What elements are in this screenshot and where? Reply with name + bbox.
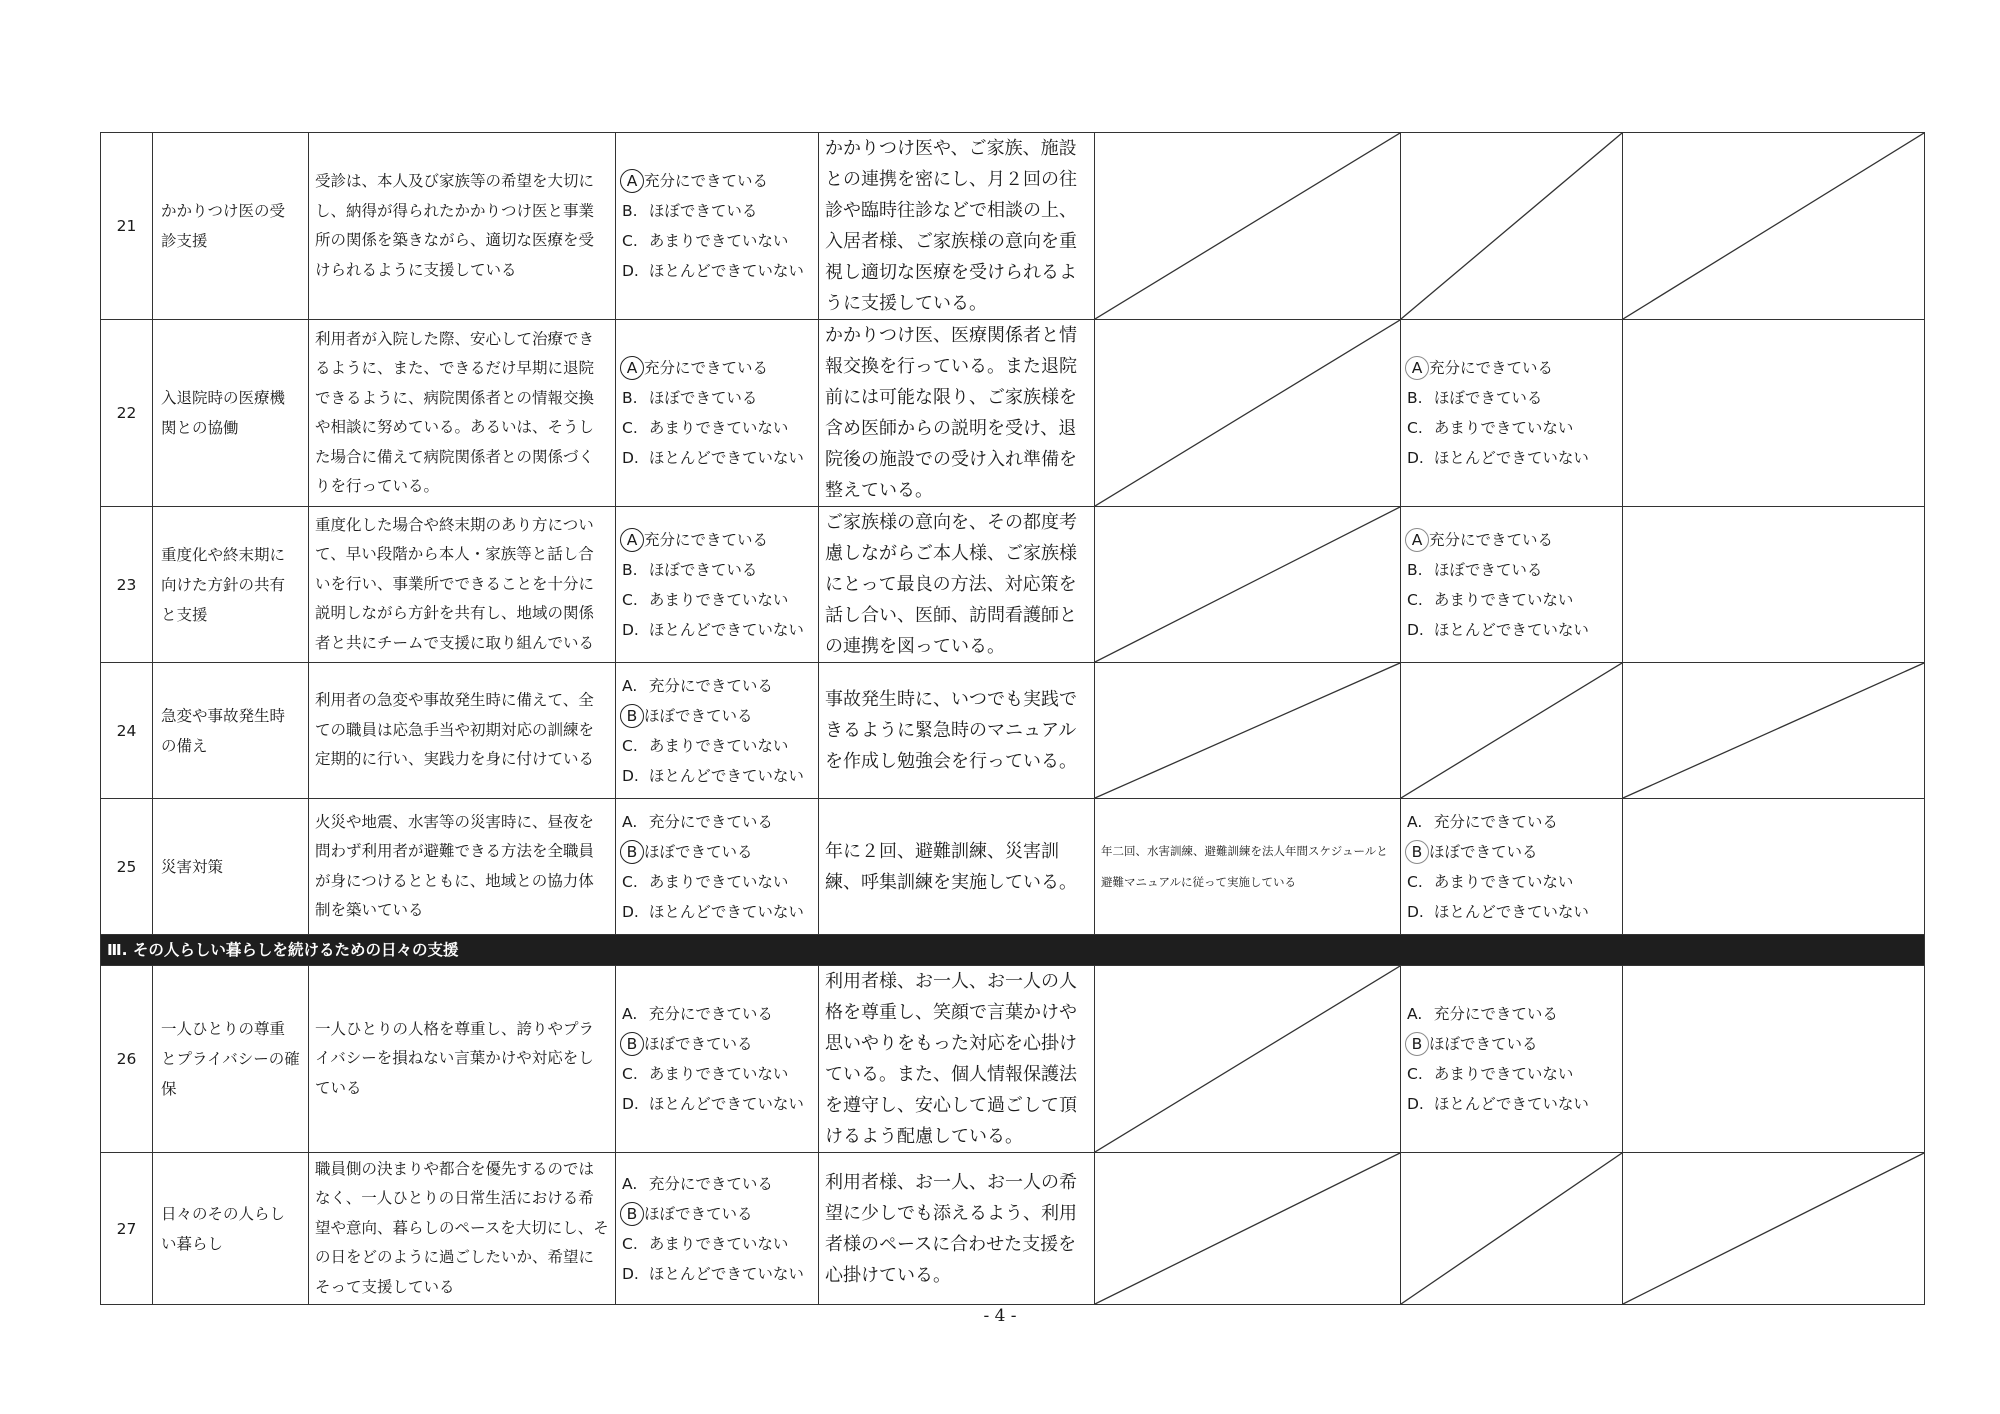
option-c <box>622 226 812 256</box>
item-title: 急変や事故発生時の備え <box>153 663 309 799</box>
option-letter: D. <box>622 620 639 639</box>
option-letter: C. <box>1407 872 1423 891</box>
option-letter: A. <box>622 812 638 831</box>
option-label: 充分にできている <box>644 676 773 695</box>
option-letter: C. <box>1407 419 1423 437</box>
option-label: ほぼできている <box>644 389 758 407</box>
item-title: 入退院時の医療機関との協働 <box>153 320 309 507</box>
option-letter: D. <box>622 902 639 921</box>
option-b <box>622 701 812 731</box>
option-d <box>622 761 812 791</box>
option-letter: A. <box>622 1174 638 1193</box>
item-description: 重度化した場合や終末期のあり方について、早い段階から本人・家族等と話し合いを行い、事業所でできることを十分に説明しながら方針を共有し、地域の関係者と共にチームで支援に取り組んでいる <box>309 507 616 663</box>
option-letter: C. <box>622 232 638 250</box>
selected-marker: A <box>1405 528 1429 552</box>
selected-marker: B <box>620 704 644 728</box>
next-step-cell <box>1623 133 1925 320</box>
external-eval-options <box>1401 1153 1623 1305</box>
diagonal-strike <box>1095 507 1400 662</box>
table-row <box>101 320 1925 507</box>
option-a <box>622 166 812 196</box>
selected-marker: B <box>1405 840 1429 864</box>
external-eval-options <box>1401 663 1623 799</box>
option-d <box>622 1089 812 1119</box>
item-description: 利用者が入院した際、安心して治療できるように、また、できるだけ早期に退院できるように、病院関係者との情報交換や相談に努めている。あるいは、そうした場合に備えて病院関係者との関係づくりを行っている。 <box>309 320 616 507</box>
option-label: ほとんどできていない <box>644 262 804 280</box>
row-number: 23 <box>101 507 153 663</box>
self-eval-options <box>616 507 819 663</box>
option-label: ほとんどできていない <box>1429 449 1589 467</box>
item-description: 一人ひとりの人格を尊重し、誇りやプライバシーを損ねない言葉かけや対応をしている <box>309 966 616 1153</box>
option-letter: D. <box>622 1264 639 1283</box>
item-description: 利用者の急変や事故発生時に備えて、全ての職員は応急手当や初期対応の訓練を定期的に行い、実践力を身に付けている <box>309 663 616 799</box>
item-description: 職員側の決まりや都合を優先するのではなく、一人ひとりの日常生活における希望や意向、暮らしのペースを大切にし、その日をどのように過ごしたいか、希望にそって支援している <box>309 1153 616 1305</box>
section-header: Ⅲ. その人らしい暮らしを続けるための日々の支援 <box>101 935 1925 966</box>
option-label: あまりできていない <box>644 1065 789 1083</box>
option-letter: C. <box>622 419 638 437</box>
diagonal-strike <box>1095 966 1400 1152</box>
option-label: 充分にできている <box>644 812 773 831</box>
table-row <box>101 133 1925 320</box>
option-label: あまりできていない <box>644 419 789 437</box>
next-step-cell <box>1623 799 1925 935</box>
option-letter: D. <box>1407 620 1424 639</box>
external-eval-options <box>1401 966 1623 1153</box>
option-letter: C. <box>622 590 638 609</box>
option-d <box>1407 443 1616 473</box>
option-label: ほぼできている <box>644 842 753 861</box>
option-label: ほとんどできていない <box>644 449 804 467</box>
item-title: かかりつけ医の受診支援 <box>153 133 309 320</box>
item-title: 日々のその人らしい暮らし <box>153 1153 309 1305</box>
external-eval-options <box>1401 799 1623 935</box>
next-step-cell <box>1623 1153 1925 1305</box>
option-label: あまりできていない <box>644 1234 789 1253</box>
option-letter: D. <box>622 449 639 467</box>
option-letter: C. <box>1407 590 1423 609</box>
row-number: 25 <box>101 799 153 935</box>
option-label: 充分にできている <box>1429 812 1558 831</box>
table-row <box>101 507 1925 663</box>
option-label: ほぼできている <box>1429 1035 1538 1053</box>
option-letter: A. <box>622 1005 638 1023</box>
external-eval-note <box>1095 133 1401 320</box>
option-letter: D. <box>622 1095 639 1113</box>
option-letter: B. <box>622 202 638 220</box>
option-label: あまりできていない <box>1429 590 1574 609</box>
table-row <box>101 663 1925 799</box>
diagonal-strike <box>1095 663 1400 798</box>
option-c <box>622 867 812 897</box>
option-label: ほとんどできていない <box>644 1095 804 1113</box>
external-eval-options <box>1401 507 1623 663</box>
self-eval-options <box>616 320 819 507</box>
option-label: あまりできていない <box>1429 872 1574 891</box>
option-d <box>622 256 812 286</box>
option-label: あまりできていない <box>1429 1065 1574 1083</box>
option-label: 充分にできている <box>644 359 769 377</box>
practice-status: 年に２回、避難訓練、災害訓練、呼集訓練を実施している。 <box>819 799 1095 935</box>
table-row <box>101 799 1925 935</box>
option-c <box>1407 1059 1616 1089</box>
option-d <box>622 897 812 927</box>
selected-marker: B <box>1405 1032 1429 1056</box>
option-label: ほぼできている <box>644 1035 753 1053</box>
practice-status: かかりつけ医、医療関係者と情報交換を行っている。また退院前には可能な限り、ご家族様を含め医師からの説明を受け、退院後の施設での受け入れ準備を整えている。 <box>819 320 1095 507</box>
selected-marker: A <box>620 356 644 380</box>
diagonal-strike <box>1623 1153 1924 1304</box>
option-b <box>622 837 812 867</box>
option-b <box>622 383 812 413</box>
option-c <box>622 1229 812 1259</box>
option-a <box>622 1169 812 1199</box>
next-step-cell <box>1623 320 1925 507</box>
option-b <box>1407 1029 1616 1059</box>
option-a <box>1407 999 1616 1029</box>
option-label: ほとんどできていない <box>644 766 804 785</box>
selected-marker: B <box>620 1202 644 1226</box>
row-number: 24 <box>101 663 153 799</box>
option-letter: A. <box>1407 812 1423 831</box>
diagonal-strike <box>1401 663 1622 798</box>
option-letter: B. <box>622 389 638 407</box>
selected-marker: B <box>620 840 644 864</box>
option-label: 充分にできている <box>1429 1005 1558 1023</box>
option-letter: C. <box>622 1234 638 1253</box>
external-eval-note <box>1095 320 1401 507</box>
option-letter: D. <box>1407 449 1424 467</box>
row-number: 26 <box>101 966 153 1153</box>
practice-status: 事故発生時に、いつでも実践できるように緊急時のマニュアルを作成し勉強会を行っている。 <box>819 663 1095 799</box>
option-a <box>1407 807 1616 837</box>
option-b <box>1407 383 1616 413</box>
option-letter: C. <box>1407 1065 1423 1083</box>
option-d <box>1407 1089 1616 1119</box>
option-b <box>1407 837 1616 867</box>
row-number: 27 <box>101 1153 153 1305</box>
option-letter: B. <box>1407 560 1423 579</box>
option-label: ほとんどできていない <box>1429 620 1589 639</box>
table-row <box>101 1153 1925 1305</box>
option-c <box>1407 413 1616 443</box>
option-label: あまりできていない <box>644 590 789 609</box>
self-eval-options <box>616 966 819 1153</box>
option-label: 充分にできている <box>644 530 769 549</box>
next-step-cell <box>1623 507 1925 663</box>
option-b <box>622 555 812 585</box>
option-label: ほとんどできていない <box>1429 902 1589 921</box>
option-label: 充分にできている <box>1429 530 1554 549</box>
option-letter: D. <box>622 766 639 785</box>
option-label: ほぼできている <box>1429 389 1543 407</box>
option-c <box>1407 585 1616 615</box>
option-a <box>622 999 812 1029</box>
option-b <box>622 196 812 226</box>
next-step-cell <box>1623 663 1925 799</box>
row-number: 22 <box>101 320 153 507</box>
option-a <box>1407 353 1616 383</box>
option-label: あまりできていない <box>1429 419 1574 437</box>
diagonal-strike <box>1095 1153 1400 1304</box>
option-letter: B. <box>622 560 638 579</box>
option-letter: D. <box>1407 902 1424 921</box>
option-a <box>622 671 812 701</box>
option-a <box>1407 525 1616 555</box>
option-label: 充分にできている <box>1429 359 1554 377</box>
option-letter: D. <box>622 262 639 280</box>
option-label: あまりできていない <box>644 872 789 891</box>
option-label: ほぼできている <box>644 706 753 725</box>
option-label: 充分にできている <box>644 172 769 190</box>
option-a <box>622 353 812 383</box>
option-label: あまりできていない <box>644 232 789 250</box>
selected-marker: A <box>1405 356 1429 380</box>
practice-status: ご家族様の意向を、その都度考慮しながらご本人様、ご家族様にとって最良の方法、対応策を話し合い、医師、訪問看護師との連携を図っている。 <box>819 507 1095 663</box>
self-eval-options <box>616 133 819 320</box>
option-letter: A. <box>622 676 638 695</box>
option-d <box>622 615 812 645</box>
option-c <box>622 413 812 443</box>
external-eval-note: 年二回、水害訓練、避難訓練を法人年間スケジュールと避難マニュアルに従って実施している <box>1095 799 1401 935</box>
option-c <box>622 731 812 761</box>
item-title: 一人ひとりの尊重とプライバシーの確保 <box>153 966 309 1153</box>
self-eval-options <box>616 663 819 799</box>
option-letter: D. <box>1407 1095 1424 1113</box>
option-label: ほとんどできていない <box>1429 1095 1589 1113</box>
option-letter: B. <box>1407 389 1423 407</box>
external-eval-note <box>1095 507 1401 663</box>
option-d <box>622 443 812 473</box>
practice-status: 利用者様、お一人、お一人の人格を尊重し、笑顔で言葉かけや思いやりをもった対応を心掛けている。また、個人情報保護法を遵守し、安心して過ごして頂けるよう配慮している。 <box>819 966 1095 1153</box>
option-label: ほぼできている <box>1429 560 1543 579</box>
external-eval-options <box>1401 320 1623 507</box>
diagonal-strike <box>1623 663 1924 798</box>
option-letter: A. <box>1407 1005 1423 1023</box>
option-letter: C. <box>622 736 638 755</box>
item-description: 受診は、本人及び家族等の希望を大切にし、納得が得られたかかりつけ医と事業所の関係を築きながら、適切な医療を受けられるように支援している <box>309 133 616 320</box>
selected-marker: A <box>620 528 644 552</box>
diagonal-strike <box>1401 1153 1622 1304</box>
item-description: 火災や地震、水害等の災害時に、昼夜を問わず利用者が避難できる方法を全職員が身につけるとともに、地域との協力体制を築いている <box>309 799 616 935</box>
external-eval-note <box>1095 1153 1401 1305</box>
item-title: 重度化や終末期に向けた方針の共有と支援 <box>153 507 309 663</box>
self-eval-options <box>616 799 819 935</box>
table-row <box>101 966 1925 1153</box>
practice-status: かかりつけ医や、ご家族、施設との連携を密にし、月２回の往診や臨時往診などで相談の上、入居者様、ご家族様の意向を重視し適切な医療を受けられるように支援している。 <box>819 133 1095 320</box>
evaluation-table <box>100 132 1925 1305</box>
option-label: あまりできていない <box>644 736 789 755</box>
section-header-row <box>101 935 1925 966</box>
option-c <box>1407 867 1616 897</box>
option-b <box>1407 555 1616 585</box>
option-letter: C. <box>622 872 638 891</box>
option-label: ほとんどできていない <box>644 620 804 639</box>
option-label: 充分にできている <box>644 1174 773 1193</box>
option-d <box>622 1259 812 1289</box>
external-eval-note <box>1095 966 1401 1153</box>
diagonal-strike <box>1401 133 1622 319</box>
option-d <box>1407 615 1616 645</box>
external-eval-options <box>1401 133 1623 320</box>
selected-marker: B <box>620 1032 644 1056</box>
self-eval-options <box>616 1153 819 1305</box>
option-label: ほとんどできていない <box>644 902 804 921</box>
diagonal-strike <box>1095 133 1400 319</box>
option-c <box>622 1059 812 1089</box>
diagonal-strike <box>1623 133 1924 319</box>
page-number: - 4 - <box>983 1306 1017 1326</box>
option-label: ほぼできている <box>644 202 758 220</box>
option-label: ほぼできている <box>644 1204 753 1223</box>
option-a <box>622 807 812 837</box>
option-c <box>622 585 812 615</box>
option-b <box>622 1199 812 1229</box>
next-step-cell <box>1623 966 1925 1153</box>
option-label: ほとんどできていない <box>644 1264 804 1283</box>
option-a <box>622 525 812 555</box>
selected-marker: A <box>620 169 644 193</box>
option-label: 充分にできている <box>644 1005 773 1023</box>
option-label: ほぼできている <box>1429 842 1538 861</box>
item-title: 災害対策 <box>153 799 309 935</box>
external-eval-note <box>1095 663 1401 799</box>
diagonal-strike <box>1095 320 1400 506</box>
option-label: ほぼできている <box>644 560 758 579</box>
practice-status: 利用者様、お一人、お一人の希望に少しでも添えるよう、利用者様のペースに合わせた支援を心掛けている。 <box>819 1153 1095 1305</box>
option-letter: C. <box>622 1065 638 1083</box>
option-b <box>622 1029 812 1059</box>
row-number: 21 <box>101 133 153 320</box>
option-d <box>1407 897 1616 927</box>
